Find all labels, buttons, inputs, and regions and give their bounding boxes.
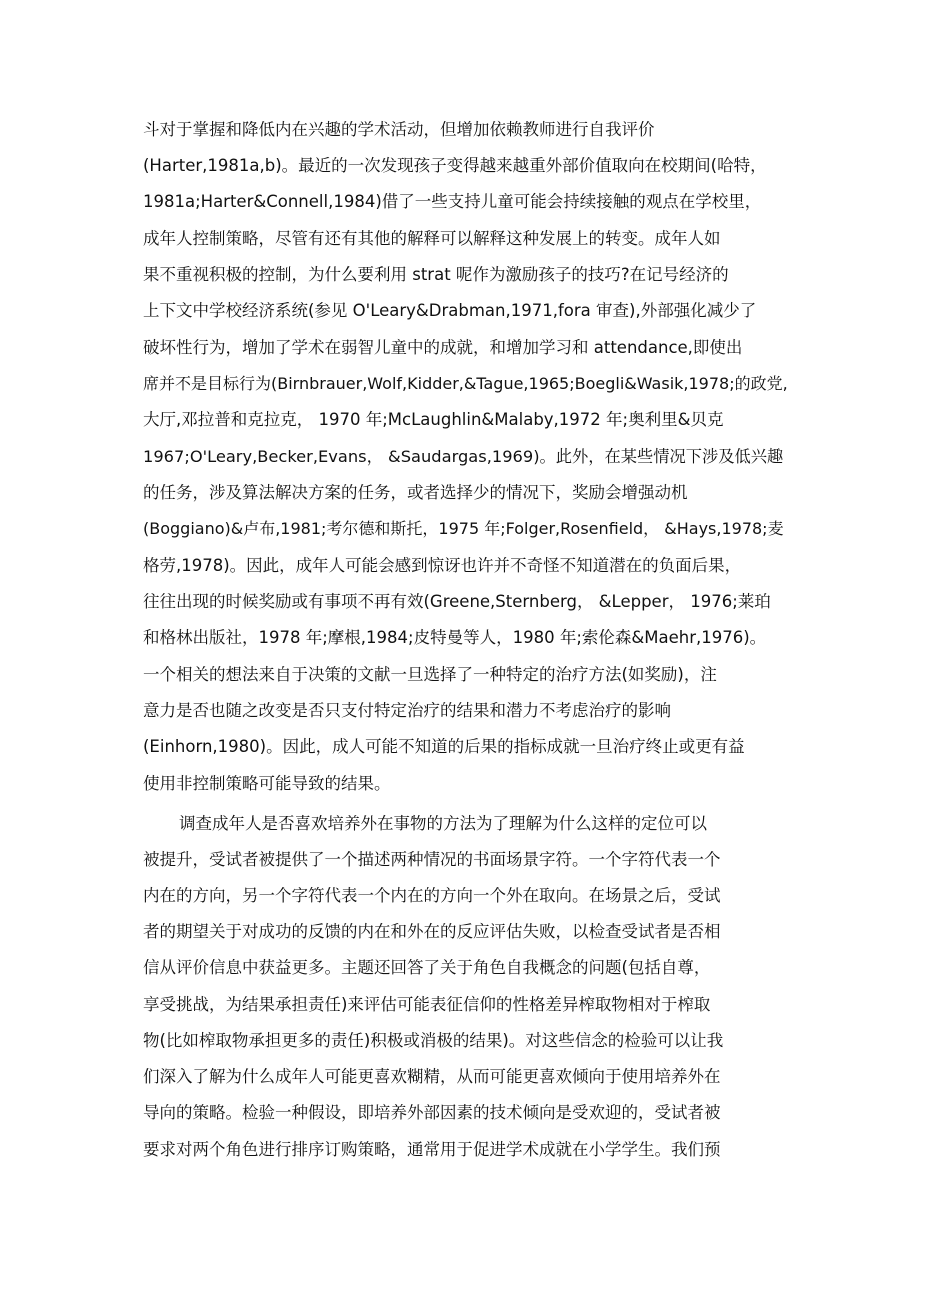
text-line: 1967;O'Leary,Becker,Evans， &Saudargas,1969)。此外，在某些情况下涉及低兴趣 [143, 447, 784, 466]
text-line: 席并不是目标行为(Birnbrauer,Wolf,Kidder,&Tague,1965;Boegli&Wasik,1978;的政党, [143, 374, 788, 393]
text-line: 和格林出版社，1978 年;摩根,1984;皮特曼等人，1980 年;索伦森&Maehr,1976)。 [143, 628, 767, 647]
text-line: 导向的策略。检验一种假设，即培养外部因素的技术倾向是受欢迎的，受试者被 [143, 1103, 721, 1122]
text-line: 大厅,邓拉普和克拉克， 1970 年;McLaughlin&Malaby,1972 年;奥利里&贝克 [143, 410, 724, 429]
text-line: 者的期望关于对成功的反馈的内在和外在的反应评估失败，以检查受试者是否相 [143, 922, 721, 941]
text-line: 的任务，涉及算法解决方案的任务，或者选择少的情况下，奖励会增强动机 [143, 483, 688, 502]
text-line: 信从评价信息中获益更多。主题还回答了关于角色自我概念的问题(包括自尊， [143, 958, 711, 977]
text-line: 斗对于掌握和降低内在兴趣的学术活动，但增加依赖教师进行自我评价 [143, 120, 655, 139]
text-line: (Boggiano)&卢布,1981;考尔德和斯托，1975 年;Folger,Rosenfield， &Hays,1978;麦 [143, 519, 784, 538]
text-line: 被提升，受试者被提供了一个描述两种情况的书面场景字符。一个字符代表一个 [143, 850, 721, 869]
text-line: 上下文中学校经济系统(参见 O'Leary&Drabman,1971,fora 审查),外部强化减少了 [143, 301, 757, 320]
text-line: (Harter,1981a,b)。最近的一次发现孩子变得越来越重外部价值取向在校期间(哈特， [143, 156, 767, 175]
text-line: 享受挑战，为结果承担责任)来评估可能表征信仰的性格差异榨取物相对于榨取 [143, 995, 711, 1014]
text-line: 1981a;Harter&Connell,1984)借了一些支持儿童可能会持续接触的观点在学校里， [143, 192, 762, 211]
text-line: 破坏性行为，增加了学术在弱智儿童中的成就，和增加学习和 attendance,即使出 [143, 338, 743, 357]
text-line: 成年人控制策略，尽管有还有其他的解释可以解释这种发展上的转变。成年人如 [143, 229, 721, 248]
text-line: 意力是否也随之改变是否只支付特定治疗的结果和潜力不考虑治疗的影响 [143, 701, 671, 720]
text-line: 使用非控制策略可能导致的结果。 [143, 774, 391, 793]
text-line: 往往出现的时候奖励或有事项不再有效(Greene,Sternberg， &Lepper， 1976;莱珀 [143, 592, 771, 611]
text-line: 要求对两个角色进行排序订购策略，通常用于促进学术成就在小学学生。我们预 [143, 1140, 721, 1159]
text-line: 物(比如榨取物承担更多的责任)积极或消极的结果)。对这些信念的检验可以让我 [143, 1031, 724, 1050]
text-line: 格劳,1978)。因此，成年人可能会感到惊讶也许并不奇怪不知道潜在的负面后果， [143, 556, 742, 575]
text-line: 内在的方向，另一个字符代表一个内在的方向一个外在取向。在场景之后，受试 [143, 886, 721, 905]
text-line: 们深入了解为什么成年人可能更喜欢糊精，从而可能更喜欢倾向于使用培养外在 [143, 1067, 721, 1086]
paragraph-first-line: 调查成年人是否喜欢培养外在事物的方法为了理解为什么这样的定位可以 [179, 814, 707, 833]
text-line: 一个相关的想法来自于决策的文献一旦选择了一种特定的治疗方法(如奖励)，注 [143, 665, 717, 684]
text-line: (Einhorn,1980)。因此，成人可能不知道的后果的指标成就一旦治疗终止或更有益 [143, 737, 745, 756]
text-line: 果不重视积极的控制，为什么要利用 strat 呢作为激励孩子的技巧?在记号经济的 [143, 265, 729, 284]
